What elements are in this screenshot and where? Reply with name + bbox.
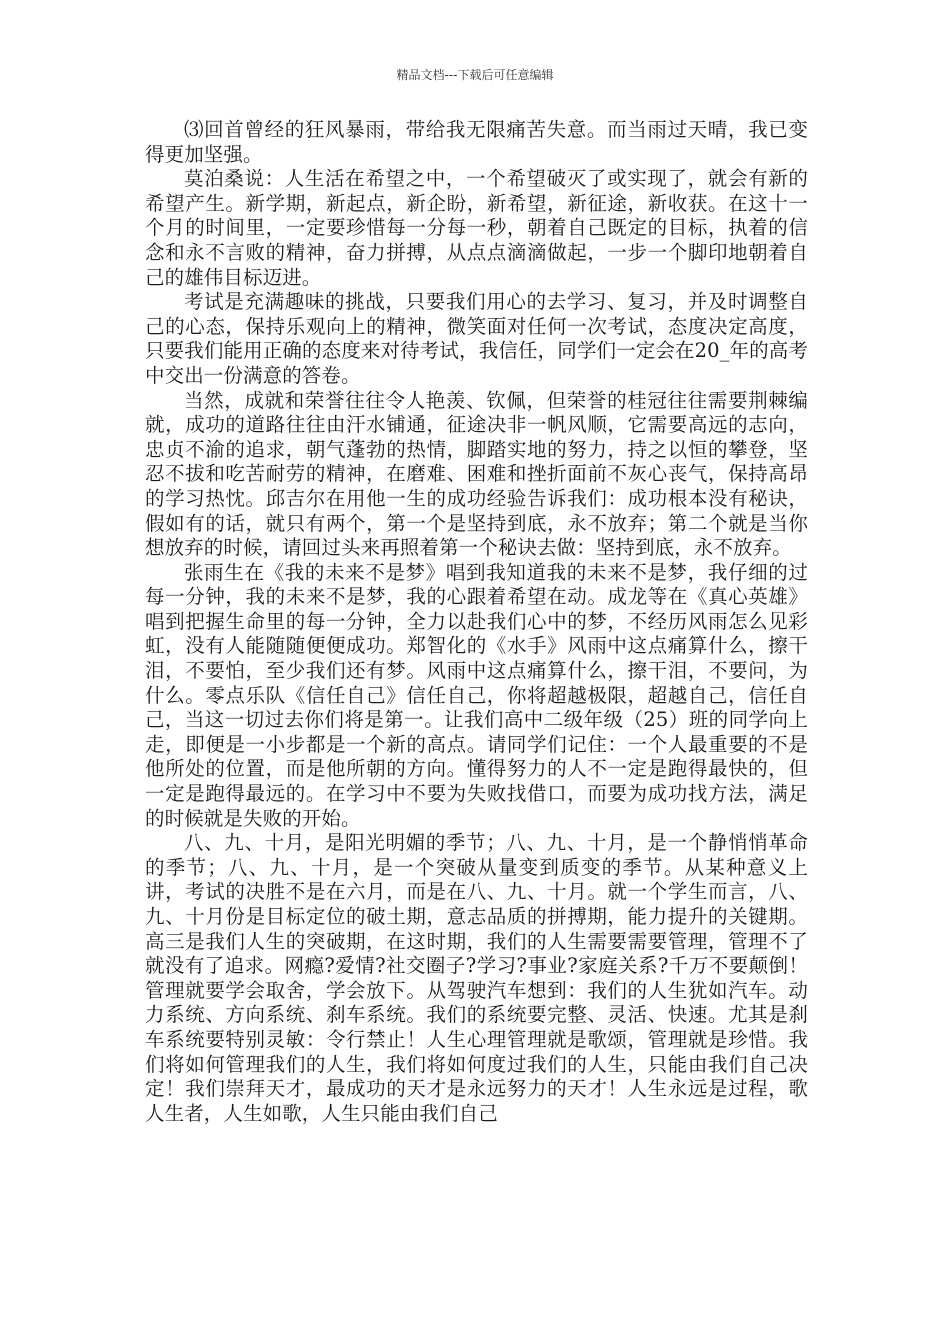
document-body <box>145 118 808 1126</box>
page-header: 精品文档---下载后可任意编辑 <box>396 68 554 82</box>
paragraph-3: 考试是充满趣味的挑战，只要我们用心的去学习、复习，并及时调整自己的心态，保持乐观向上的精神，微笑面对任何一次考试，态度决定高度，只要我们能用正确的态度来对待考试，我信任，同学们一定会在20_年的高考中交出一份满意的答卷。 <box>145 290 808 387</box>
paragraph-4: 当然，成就和荣誉往往令人艳羡、钦佩，但荣誉的桂冠往往需要荆棘编就，成功的道路往往由汗水铺通，征途决非一帆风顺，它需要高远的志向，忠贞不渝的追求，朝气蓬勃的热情，脚踏实地的努力，持之以恒的攀登，坚忍不拔和吃苦耐劳的精神，在磨难、困难和挫折面前不灰心丧气，保持高昂的学习热忱。邱吉尔在用他一生的成功经验告诉我们：成功根本没有秘诀，假如有的话，就只有两个，第一个是坚持到底，永不放弃；第二个就是当你想放弃的时候，请回过头来再照着第一个秘诀去做：坚持到底，永不放弃。 <box>145 388 808 560</box>
paragraph-1: ⑶回首曾经的狂风暴雨，带给我无限痛苦失意。而当雨过天晴，我已变得更加坚强。 <box>145 118 808 166</box>
paragraph-2: 莫泊桑说：人生活在希望之中，一个希望破灭了或实现了，就会有新的希望产生。新学期，新起点，新企盼，新希望，新征途，新收获。在这十一个月的时间里，一定要珍惜每一分每一秒，朝着自己既定的目标，执着的信念和永不言败的精神，奋力拼搏，从点点滴滴做起，一步一个脚印地朝着自己的雄伟目标迈进。 <box>145 167 808 289</box>
paragraph-5: 张雨生在《我的未来不是梦》唱到我知道我的未来不是梦，我仔细的过每一分钟，我的未来不是梦，我的心跟着希望在动。成龙等在《真心英雄》唱到把握生命里的每一分钟，全力以赴我们心中的梦，不经历风雨怎么见彩虹，没有人能随随便便成功。郑智化的《水手》风雨中这点痛算什么，擦干泪，不要怕，至少我们还有梦。风雨中这点痛算什么，擦干泪，不要问，为什么。零点乐队《信任自己》信任自己，你将超越极限，超越自己，信任自己，当这一切过去你们将是第一。让我们高中二级年级（25）班的同学向上走，即便是一小步都是一个新的高点。请同学们记住：一个人最重要的不是他所处的位置，而是他所朝的方向。懂得努力的人不一定是跑得最快的，但一定是跑得最远的。在学习中不要为失败找借口，而要为成功找方法，满足的时候就是失败的开始。 <box>145 560 808 830</box>
paragraph-6: 八、九、十月，是阳光明媚的季节；八、九、十月，是一个静悄悄革命的季节；八、九、十月，是一个突破从量变到质变的季节。从某种意义上讲，考试的决胜不是在六月，而是在八、九、十月。就一个学生而言，八、九、十月份是目标定位的破土期，意志品质的拼搏期，能力提升的关键期。高三是我们人生的突破期，在这时期，我们的人生需要需要管理，管理不了就没有了追求。网瘾?爱情?社交圈子?学习?事业?家庭关系?千万不要颠倒！管理就要学会取舍，学会放下。从驾驶汽车想到：我们的人生犹如汽车。动力系统、方向系统、刹车系统。我们的系统要完整、灵活、快速。尤其是刹车系统要特别灵敏：令行禁止！人生心理管理就是歌颂，管理就是珍惜。我们将如何管理我们的人生，我们将如何度过我们的人生，只能由我们自己决定！我们崇拜天才，最成功的天才是永远努力的天才！人生永远是过程，歌人生者，人生如歌，人生只能由我们自己 <box>145 831 808 1125</box>
